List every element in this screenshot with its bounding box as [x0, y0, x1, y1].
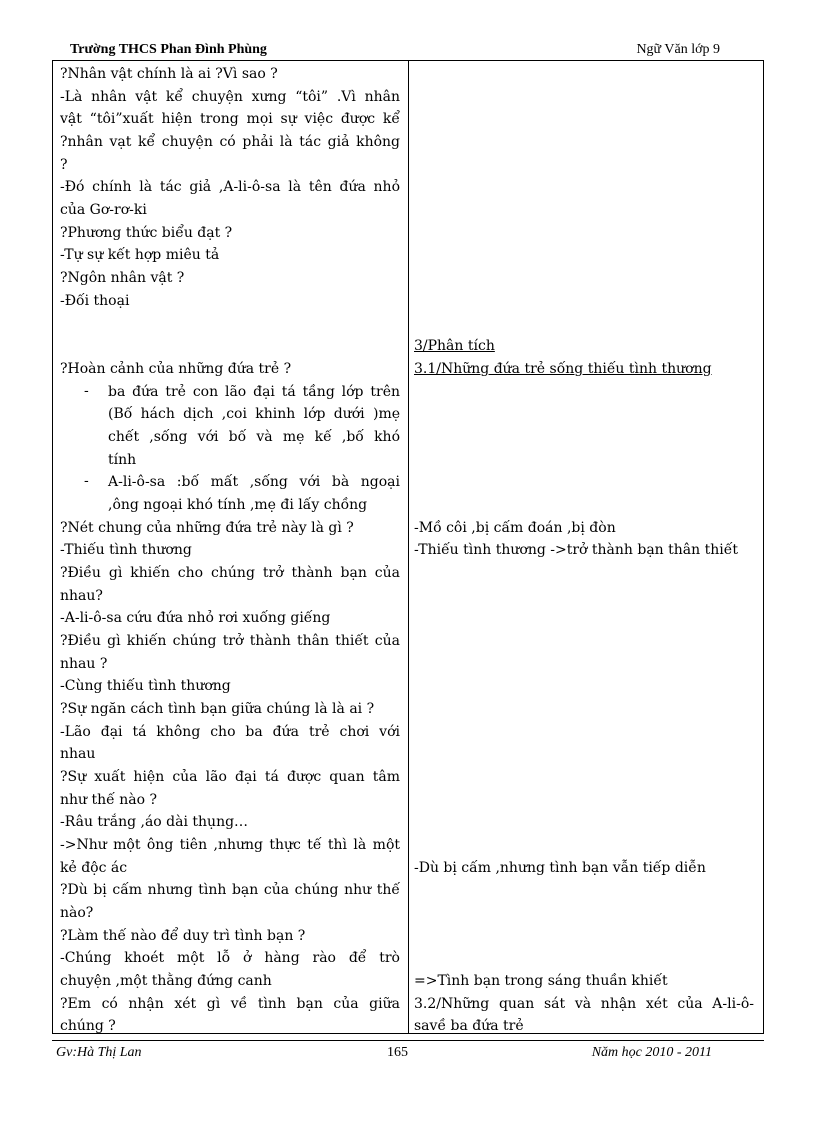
left-line: ?Hoàn cảnh của những đứa trẻ ?: [60, 361, 292, 377]
left-line: nhau ?: [60, 656, 108, 672]
page-number: 165: [387, 1045, 408, 1060]
left-line: ?Dù bị cấm nhưng tình bạn của chúng như thế: [60, 882, 400, 898]
column-divider: [408, 61, 409, 1033]
page-footer: [52, 1040, 764, 1061]
left-line: ?Em có nhận xét gì về tình bạn của giữa: [60, 996, 400, 1012]
school-year: Năm học 2010 - 2011: [591, 1045, 712, 1060]
right-line: savề ba đứa trẻ: [414, 1018, 524, 1034]
left-line: ?nhân vạt kể chuyện có phải là tác giả không: [60, 134, 400, 150]
subsection-heading: 3.2/Những quan sát và nhận xét của A-li-ô-: [414, 996, 754, 1012]
left-line: ?Làm thế nào để duy trì tình bạn ?: [60, 928, 306, 944]
left-line: chúng ?: [60, 1018, 116, 1034]
left-line: A-li-ô-sa :bố mất ,sống với bà ngoại: [108, 474, 400, 490]
left-line: -Chúng khoét một lỗ ở hàng rào để trò: [60, 950, 400, 966]
left-line: tính: [108, 452, 137, 468]
left-line: của Gơ-rơ-ki: [60, 202, 147, 218]
right-line: -Dù bị cấm ,nhưng tình bạn vẫn tiếp diễn: [414, 860, 706, 876]
subject-label: Ngữ Văn lớp 9: [636, 42, 720, 57]
left-line: ?Điều gì khiến chúng trở thành thân thiết của: [60, 633, 400, 649]
left-line: vật “tôi”xuất hiện trong mọi sự việc được kể: [60, 111, 400, 127]
left-line: ?Nét chung của những đứa trẻ này là gì ?: [60, 520, 354, 536]
left-line: nào?: [60, 905, 94, 921]
left-line: ?: [60, 157, 68, 173]
left-line: ?Sự ngăn cách tình bạn giữa chúng là là ai ?: [60, 701, 375, 717]
school-name: Trường THCS Phan Đình Phùng: [70, 42, 267, 57]
list-bullet: -: [84, 473, 89, 489]
teacher-name: Gv:Hà Thị Lan: [56, 1045, 142, 1060]
left-line: -Đó chính là tác giả ,A-li-ô-sa là tên đứa nhỏ: [60, 179, 400, 195]
right-line: -Mồ côi ,bị cấm đoán ,bị đòn: [414, 520, 616, 536]
left-line: -A-li-ô-sa cứu đứa nhỏ rơi xuống giếng: [60, 610, 331, 626]
right-line: -Thiếu tình thương ->trở thành bạn thân thiết: [414, 542, 738, 558]
left-line: -Lão đại tá không cho ba đứa trẻ chơi với: [60, 724, 400, 740]
left-line: -Tự sự kết hợp miêu tả: [60, 247, 220, 263]
left-line: ,ông ngoại khó tính ,mẹ đi lấy chồng: [108, 497, 368, 513]
right-line: =>Tình bạn trong sáng thuần khiết: [414, 973, 668, 989]
left-line: kẻ độc ác: [60, 860, 128, 876]
left-line: ba đứa trẻ con lão đại tá tầng lớp trên: [108, 384, 400, 400]
left-line: nhau: [60, 746, 96, 762]
subsection-heading: 3.1/Những đứa trẻ sống thiếu tình thương: [414, 361, 712, 377]
left-line: -Cùng thiếu tình thương: [60, 678, 231, 694]
left-line: như thế nào ?: [60, 792, 157, 808]
left-line: ?Phương thức biểu đạt ?: [60, 225, 233, 241]
left-line: ->Như một ông tiên ,nhưng thực tế thì là một: [60, 837, 400, 853]
list-bullet: -: [84, 383, 89, 399]
section-heading: 3/Phân tích: [414, 338, 495, 354]
left-line: -Đối thoại: [60, 293, 130, 309]
page-header: [64, 42, 720, 61]
left-line: ?Ngôn nhân vật ?: [60, 270, 185, 286]
left-line: chết ,sống với bố và mẹ kế ,bố khó: [108, 429, 400, 445]
left-line: ?Nhân vật chính là ai ?Vì sao ?: [60, 66, 278, 82]
left-line: (Bố hách dịch ,coi khinh lớp dưới )mẹ: [108, 406, 400, 422]
left-line: nhau?: [60, 588, 103, 604]
left-line: -Là nhân vật kể chuyện xưng “tôi” .Vì nhân: [60, 89, 400, 105]
left-line: ?Điều gì khiến cho chúng trở thành bạn của: [60, 565, 400, 581]
left-line: chuyện ,một thằng đứng canh: [60, 973, 272, 989]
lesson-table: [52, 60, 764, 1034]
left-line: -Râu trắng ,áo dài thụng…: [60, 814, 249, 830]
left-line: ?Sự xuất hiện của lão đại tá được quan tâm: [60, 769, 400, 785]
left-line: -Thiếu tình thương: [60, 542, 192, 558]
